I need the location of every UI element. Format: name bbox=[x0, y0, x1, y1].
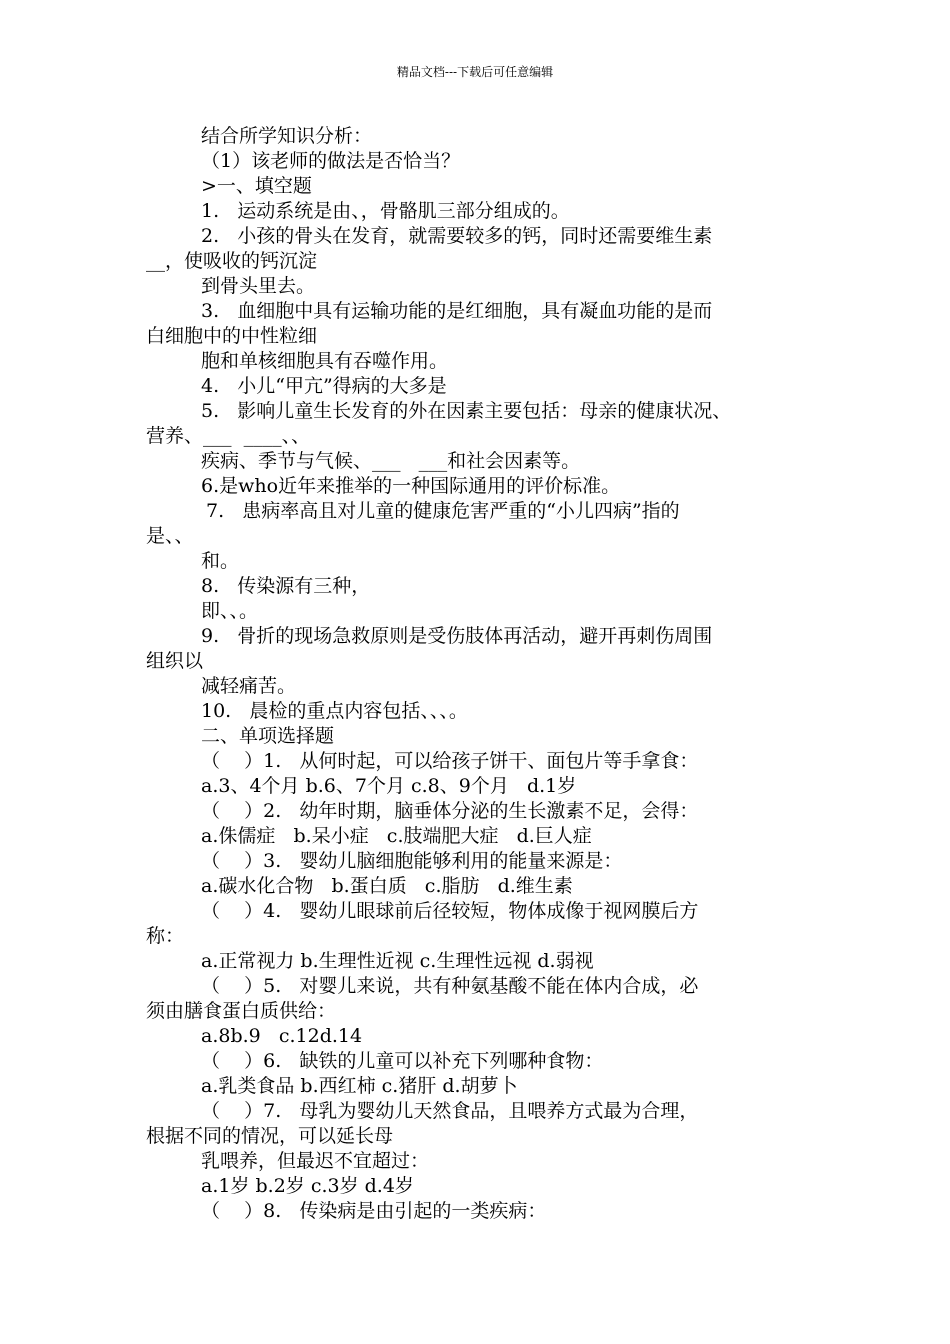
text-line: （ ）1. 从何时起，可以给孩子饼干、面包片等手拿食： bbox=[201, 750, 699, 772]
text-line: 二、单项选择题 bbox=[201, 725, 335, 747]
text-line: 即、、。 bbox=[201, 600, 259, 622]
text-line: 1. 运动系统是由、，骨骼肌三部分组成的。 bbox=[201, 200, 570, 222]
text-line: a.侏儒症 b.呆小症 c.肢端肥大症 d.巨人症 bbox=[201, 825, 592, 847]
text-line: 6.是who近年来推举的一种国际通用的评价标准。 bbox=[201, 475, 621, 497]
text-line: a.乳类食品 b.西红柿 c.猪肝 d.胡萝卜 bbox=[201, 1075, 518, 1097]
text-line: 结合所学知识分析： bbox=[201, 125, 373, 147]
document-body bbox=[146, 124, 816, 1224]
text-line: 胞和单核细胞具有吞噬作用。 bbox=[201, 350, 449, 372]
text-line: a.1岁 b.2岁 c.3岁 d.4岁 bbox=[201, 1175, 414, 1197]
text-line: （ ）6. 缺铁的儿童可以补充下列哪种食物： bbox=[201, 1050, 604, 1072]
text-line: __，使吸收的钙沉淀 bbox=[146, 250, 318, 272]
text-line: >一、填空题 bbox=[201, 175, 312, 197]
text-line: 到骨头里去。 bbox=[201, 275, 316, 297]
text-line: （ ）7. 母乳为婴幼儿天然食品，且喂养方式最为合理， bbox=[201, 1100, 699, 1122]
text-line: 5. 影响儿童生长发育的外在因素主要包括：母亲的健康状况、 bbox=[201, 400, 732, 422]
text-line: 4. 小儿“甲亢”得病的大多是 bbox=[201, 375, 447, 397]
text-line: （ ）3. 婴幼儿脑细胞能够利用的能量来源是： bbox=[201, 850, 623, 872]
text-line: （1）该老师的做法是否恰当？ bbox=[201, 150, 461, 172]
text-line: （ ）4. 婴幼儿眼球前后径较短，物体成像于视网膜后方 bbox=[201, 900, 699, 922]
text-line: 10. 晨检的重点内容包括、、、。 bbox=[201, 700, 468, 722]
text-line: a.正常视力 b.生理性近视 c.生理性远视 d.弱视 bbox=[201, 950, 594, 972]
text-line: 称： bbox=[146, 925, 185, 947]
text-line: （ ）2. 幼年时期，脑垂体分泌的生长激素不足，会得： bbox=[201, 800, 699, 822]
text-line: 是、、 bbox=[146, 525, 194, 547]
text-line: a.8b.9 c.12d.14 bbox=[201, 1025, 363, 1047]
text-line: 须由膳食蛋白质供给： bbox=[146, 1000, 337, 1022]
text-line: 9. 骨折的现场急救原则是受伤肢体再活动，避开再刺伤周围 bbox=[201, 625, 713, 647]
text-line: 营养、___ ____、、 bbox=[146, 425, 311, 447]
page-header: 精品文档---下载后可任意编辑 bbox=[396, 65, 554, 79]
text-line: （ ）5. 对婴儿来说，共有种氨基酸不能在体内合成，必 bbox=[201, 975, 699, 997]
text-line: 减轻痛苦。 bbox=[201, 675, 297, 697]
text-line: 7. 患病率高且对儿童的健康危害严重的“小儿四病”指的 bbox=[206, 500, 680, 522]
text-line: 3. 血细胞中具有运输功能的是红细胞，具有凝血功能的是而 bbox=[201, 300, 713, 322]
text-line: a.碳水化合物 b.蛋白质 c.脂肪 d.维生素 bbox=[201, 875, 573, 897]
text-line: 2. 小孩的骨头在发育，就需要较多的钙，同时还需要维生素 bbox=[201, 225, 713, 247]
text-line: 8. 传染源有三种， bbox=[201, 575, 371, 597]
text-line: （ ）8. 传染病是由引起的一类疾病： bbox=[201, 1200, 547, 1222]
text-line: 和。 bbox=[201, 550, 240, 572]
text-line: 疾病、季节与气候、___ ___和社会因素等。 bbox=[201, 450, 581, 472]
text-line: 乳喂养，但最迟不宜超过： bbox=[201, 1150, 430, 1172]
text-line: 白细胞中的中性粒细 bbox=[146, 325, 318, 347]
text-line: a.3、4个月 b.6、7个月 c.8、9个月 d.1岁 bbox=[201, 775, 577, 797]
text-line: 根据不同的情况，可以延长母 bbox=[146, 1125, 394, 1147]
text-line: 组织以 bbox=[146, 650, 204, 672]
